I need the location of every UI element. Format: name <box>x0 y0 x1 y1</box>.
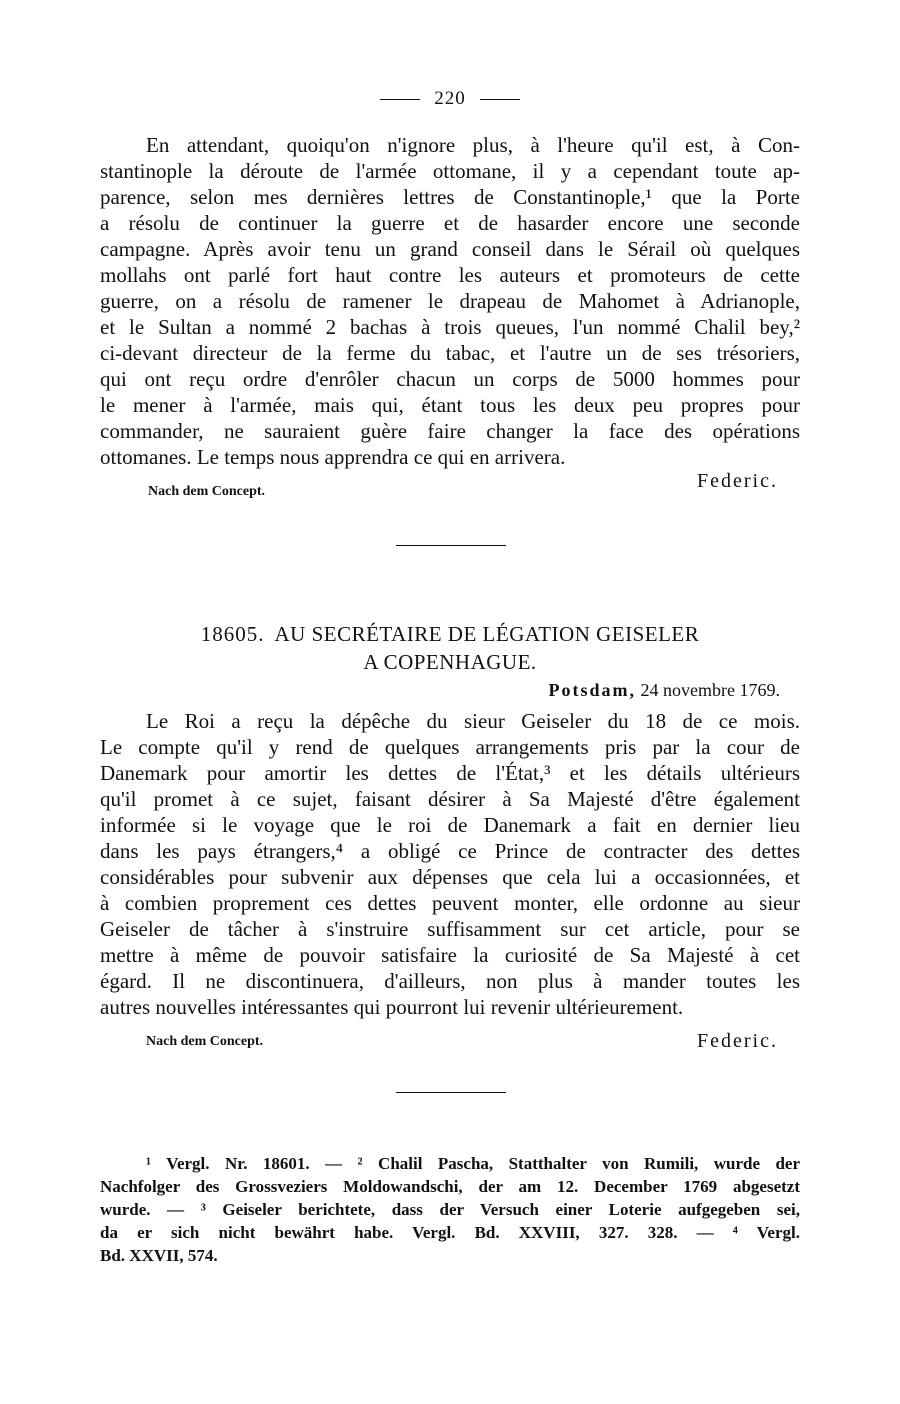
page-number-text: 220 <box>434 88 466 109</box>
text-line: commander, ne sauraient guère faire changer la face des opérations <box>100 419 800 443</box>
text-line: mollahs ont parlé fort haut contre les auteurs et promoteurs de cette <box>100 263 800 287</box>
section-divider <box>396 545 506 546</box>
text-line: égard. Il ne discontinuera, d'ailleurs, non plus à mander toutes les <box>100 969 800 993</box>
text-line: dans les pays étrangers,⁴ a obligé ce Prince de contracter des dettes <box>100 839 800 863</box>
footnotes <box>100 1152 800 1267</box>
footnote-line: Nachfolger des Grossveziers Moldowandschi, der am 12. December 1769 abgesetzt <box>100 1177 800 1196</box>
letter2-signature: Federic. <box>697 1030 778 1052</box>
text-line: stantinople la déroute de l'armée ottomane, il y a cependant toute ap- <box>100 159 800 183</box>
footnote-line: wurde. — ³ Geiseler berichtete, dass der Versuch einer Loterie aufgegeben sei, <box>100 1200 800 1219</box>
letter1-signature: Federic. <box>697 470 778 492</box>
text-line: Danemark pour amortir les dettes de l'État,³ et les détails ultérieurs <box>100 761 800 785</box>
text-line: Geiseler de tâcher à s'instruire suffisamment sur cet article, pour se <box>100 917 800 941</box>
footnote-line: ¹ Vergl. Nr. 18601. — ² Chalil Pascha, Statthalter von Rumili, wurde der <box>146 1154 800 1173</box>
letter1-source-note: Nach dem Concept. <box>148 484 266 499</box>
page-number-dash-right <box>480 99 520 100</box>
text-line: qui ont reçu ordre d'enrôler chacun un corps de 5000 hommes pour <box>100 367 800 391</box>
text-line: autres nouvelles intéressantes qui pourront lui revenir ultérieurement. <box>100 995 684 1019</box>
text-line: mettre à même de pouvoir satisfaire la curiosité de Sa Majesté à cet <box>100 943 800 967</box>
text-line: Le compte qu'il y rend de quelques arrangements pris par la cour de <box>100 735 800 759</box>
letter2-addressee: AU SECRÉTAIRE DE LÉGATION GEISELER <box>274 622 700 646</box>
dateline-date: 24 novembre 1769. <box>640 680 780 700</box>
text-line: Le Roi a reçu la dépêche du sieur Geiseler du 18 de ce mois. <box>146 709 800 733</box>
text-line: considérables pour subvenir aux dépenses que cela lui a occasionnées, et <box>100 865 800 889</box>
footnote-line: Bd. XXVII, 574. <box>100 1246 218 1265</box>
text-line: campagne. Après avoir tenu un grand conseil dans le Sérail où quelques <box>100 237 800 261</box>
text-line: ottomanes. Le temps nous apprendra ce qui en arrivera. <box>100 445 566 469</box>
letter-number: 18605. <box>200 622 265 646</box>
text-line: parence, selon mes dernières lettres de Constantinople,¹ que la Porte <box>100 185 800 209</box>
text-line: ci-devant directeur de la ferme du tabac, et l'autre un de ses trésoriers, <box>100 341 800 365</box>
text-line: En attendant, quoiqu'on n'ignore plus, à l'heure qu'il est, à Con- <box>146 133 800 157</box>
letter1-body <box>100 132 800 470</box>
letter2-heading-line2: A COPENHAGUE. <box>363 650 537 674</box>
page-number <box>0 88 900 110</box>
text-line: informée si le voyage que le roi de Danemark a fait en dernier lieu <box>100 813 800 837</box>
text-line: à combien proprement ces dettes peuvent monter, elle ordonne au sieur <box>100 891 800 915</box>
letter2-heading-line1 <box>0 620 900 648</box>
letter2-source-note: Nach dem Concept. <box>146 1034 264 1049</box>
letter2-heading <box>0 620 900 676</box>
text-line: guerre, on a résolu de ramener le drapeau de Mahomet à Adrianople, <box>100 289 800 313</box>
dateline-place: Potsdam, <box>548 680 637 700</box>
letter2-dateline <box>549 680 780 701</box>
footnote-divider <box>396 1092 506 1093</box>
page-number-dash-left <box>380 99 420 100</box>
text-line: le mener à l'armée, mais qui, étant tous les deux peu propres pour <box>100 393 800 417</box>
footnote-line: da er sich nicht bewährt habe. Vergl. Bd. XXVIII, 327. 328. — ⁴ Vergl. <box>100 1223 800 1242</box>
text-line: qu'il promet à ce sujet, faisant désirer à Sa Majesté d'être également <box>100 787 800 811</box>
text-line: a résolu de continuer la guerre et de hasarder encore une seconde <box>100 211 800 235</box>
text-line: et le Sultan a nommé 2 bachas à trois queues, l'un nommé Chalil bey,² <box>100 315 800 339</box>
letter2-body <box>100 708 800 1020</box>
